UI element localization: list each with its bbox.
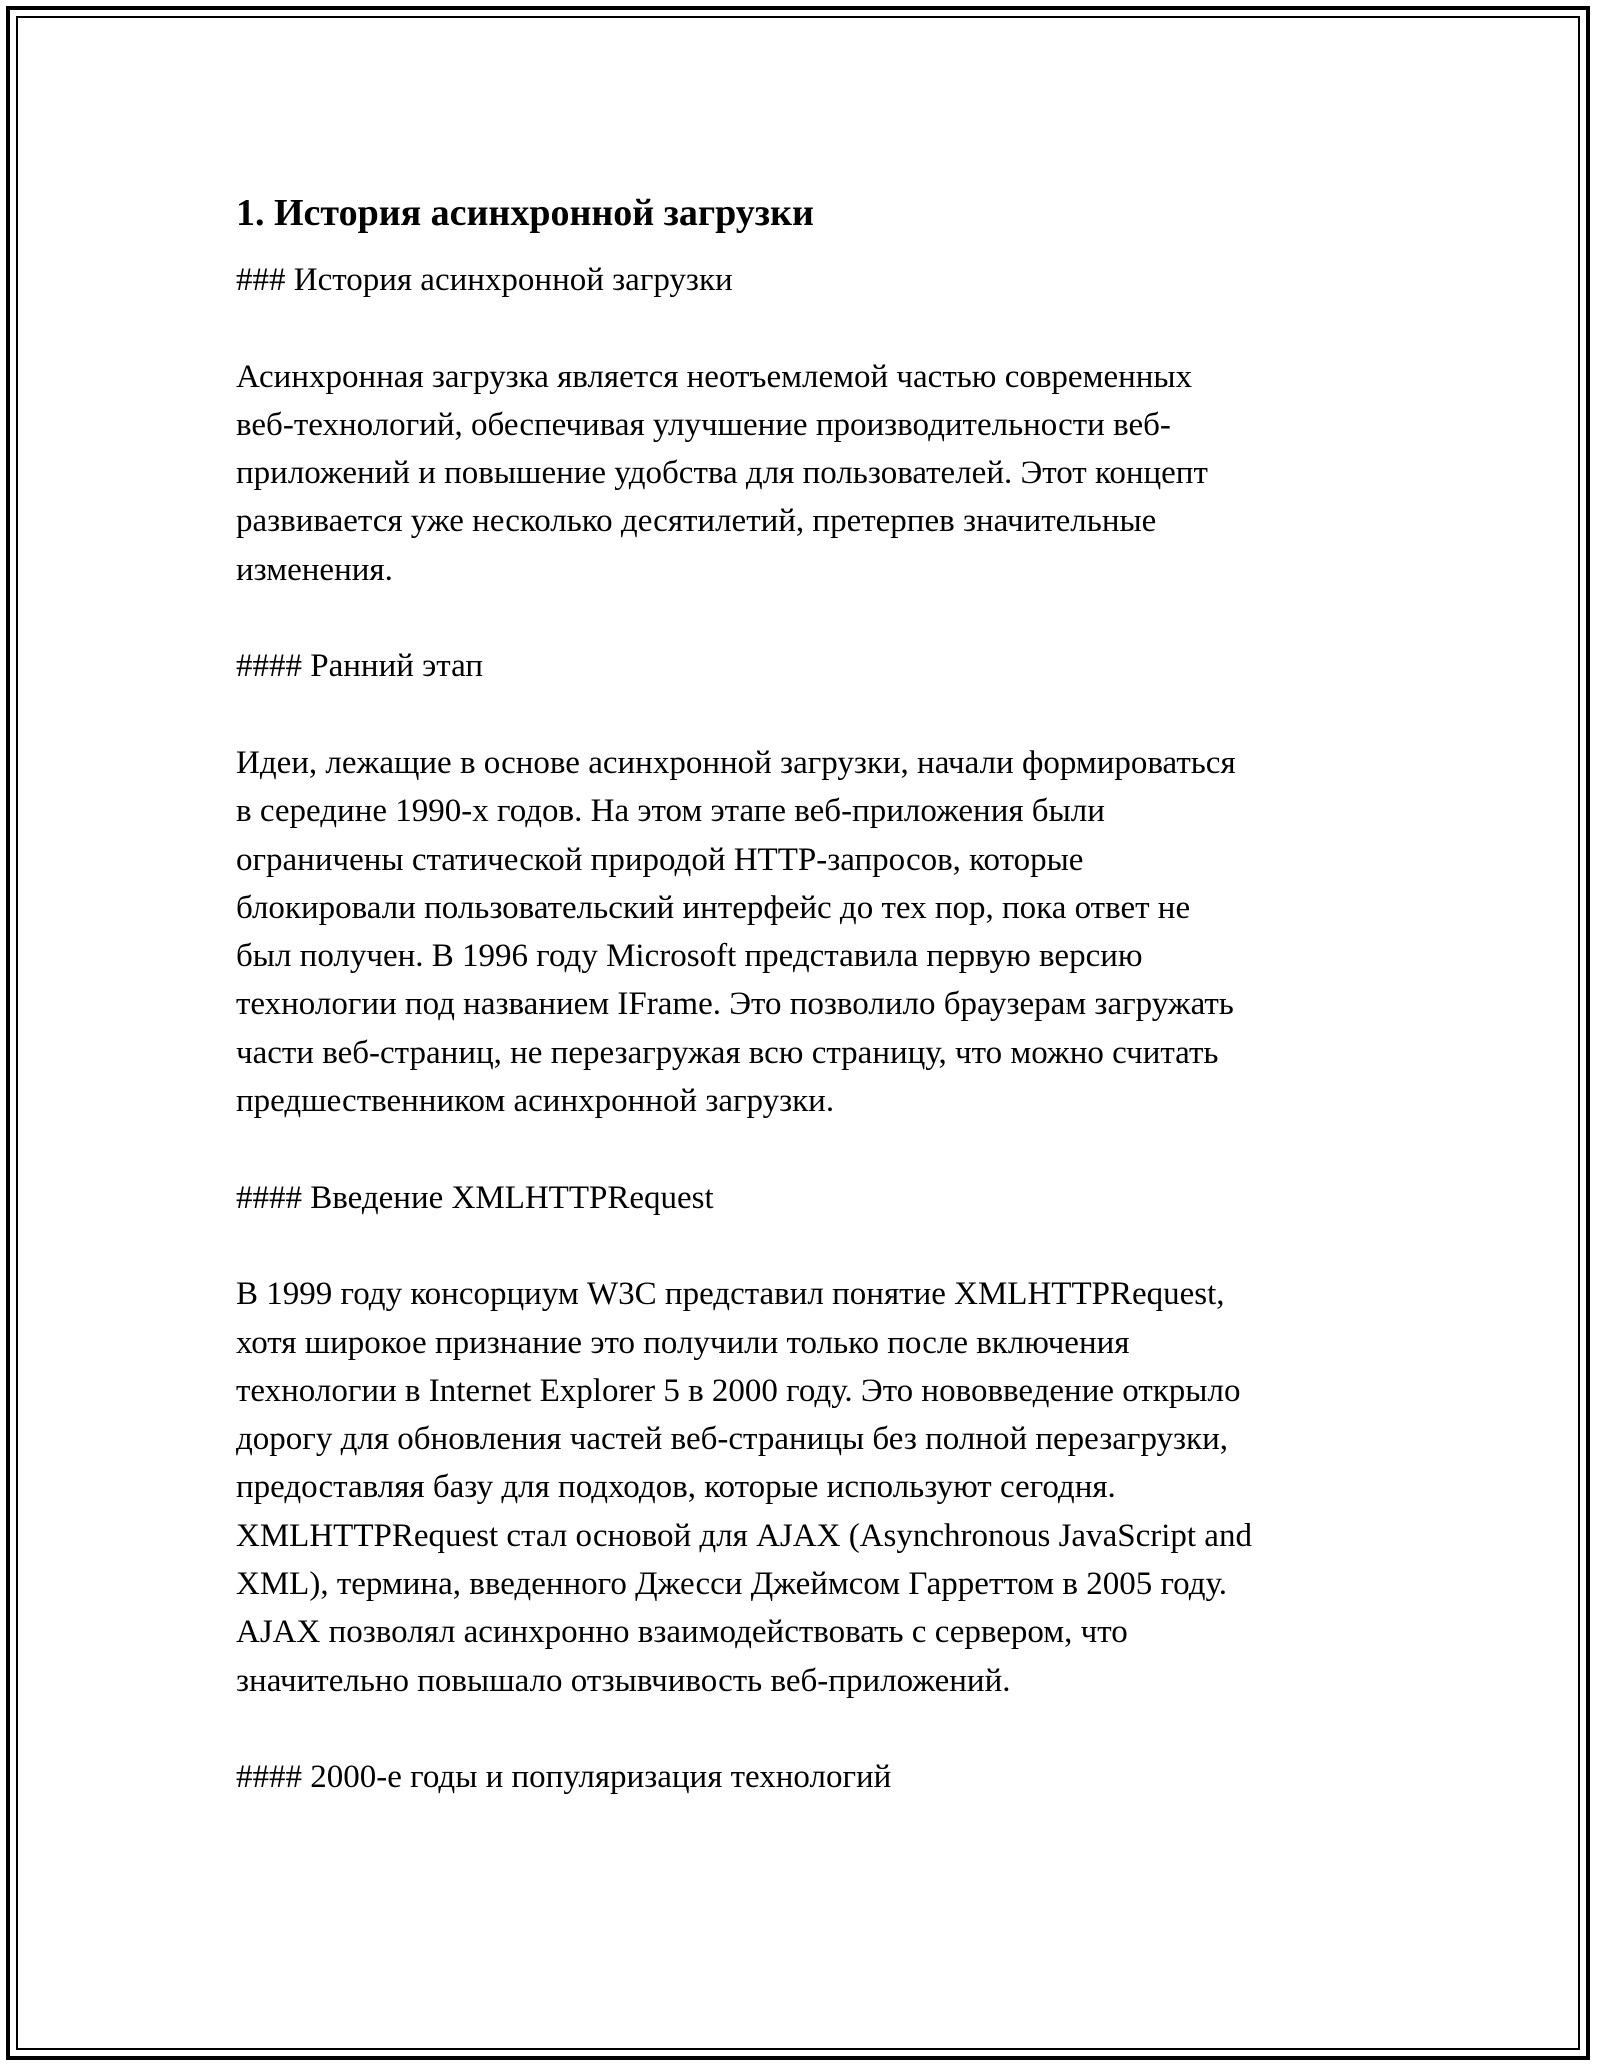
document-blocks [236, 256, 1376, 1802]
paragraph-line: хотя широкое признание это получили только после включения [236, 1324, 1130, 1361]
section-heading [236, 1753, 1376, 1801]
paragraph-line: значительно повышало отзывчивость веб-приложений. [236, 1662, 1011, 1699]
body-paragraph [236, 353, 1376, 594]
paragraph-line: AJAX позволял асинхронно взаимодействовать с сервером, что [236, 1614, 1128, 1651]
paragraph-line: XMLHTTPRequest стал основой для AJAX (Asynchronous JavaScript and [236, 1517, 1252, 1554]
body-paragraph [236, 739, 1376, 1125]
heading-text: #### 2000-е годы и популяризация технологий [236, 1759, 892, 1796]
paragraph-line: в середине 1990-х годов. На этом этапе веб-приложения были [236, 793, 1105, 830]
heading-text: #### Введение XMLHTTPRequest [236, 1179, 714, 1216]
body-paragraph [236, 1270, 1376, 1705]
paragraph-line: предоставляя базу для подходов, которые используют сегодня. [236, 1469, 1116, 1506]
paragraph-line: дорогу для обновления частей веб-страницы без полной перезагрузки, [236, 1421, 1228, 1458]
heading-text: ### История асинхронной загрузки [236, 262, 733, 298]
paragraph-line: развивается уже несколько десятилетий, претерпев значительные [236, 503, 1157, 540]
paragraph-line: части веб-страниц, не перезагружая всю страницу, что можно считать [236, 1034, 1219, 1071]
section-heading [236, 1174, 1376, 1222]
paragraph-line: Идеи, лежащие в основе асинхронной загрузки, начали формироваться [236, 744, 1236, 781]
paragraph-line: технологии под названием IFrame. Это позволило браузерам загружать [236, 986, 1234, 1023]
paragraph-line: блокировали пользовательский интерфейс до тех пор, пока ответ не [236, 889, 1191, 926]
document-body [236, 188, 1376, 1850]
section-heading [236, 256, 1376, 304]
paragraph-line: Асинхронная загрузка является неотъемлемой частью современных [236, 358, 1193, 395]
paragraph-line: был получен. В 1996 году Microsoft представила первую версию [236, 938, 1143, 975]
section-heading [236, 642, 1376, 690]
paragraph-line: предшественником асинхронной загрузки. [236, 1083, 835, 1120]
paragraph-line: веб-технологий, обеспечивая улучшение производительности веб- [236, 406, 1171, 443]
paragraph-line: приложений и повышение удобства для пользователей. Этот концепт [236, 455, 1208, 492]
page-title: 1. История асинхронной загрузки [236, 192, 814, 234]
paragraph-line: изменения. [236, 551, 393, 588]
heading-text: #### Ранний этап [236, 648, 484, 685]
paragraph-line: технологии в Internet Explorer 5 в 2000 году. Это нововведение открыло [236, 1372, 1241, 1409]
paragraph-line: XML), термина, введенного Джесси Джеймсом Гарреттом в 2005 году. [236, 1566, 1227, 1603]
paragraph-line: В 1999 году консорциум W3C представил понятие XMLHTTPRequest, [236, 1276, 1225, 1313]
paragraph-line: ограничены статической природой HTTP-запросов, которые [236, 841, 1084, 878]
